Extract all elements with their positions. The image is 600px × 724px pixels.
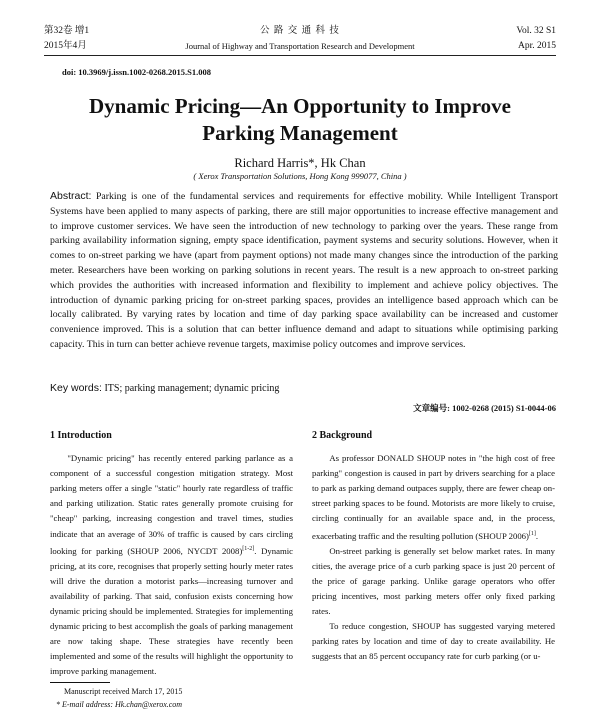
article-number: 文章编号: 1002-0268 (2015) S1-0044-06 <box>413 403 556 413</box>
right-column <box>312 428 555 664</box>
abstract-text: Parking is one of the fundamental services and requirements for effective mobility. While Intelligent Transport Systems have been applied to many aspects of parking, there are still major opportunities to increase effective management and to improve customer services. We have seen the introduction of new technology to parking over the years. These range from parking availability information signing, empty space identification, payment systems and security solutions. However, when it comes to on-street parking we have (apart from payment options) not made many changes since the introduction of the parking meter. Researchers have been working on parking solutions in recent years. The result is a new approach to on-street parking which provides the authorities with increased information and flexibility to implement and achieve policy objectives. The introduction of dynamic parking pricing for on-street parking spaces, provides an intelligence based approach which can be locally calibrated. By varying rates by location and time of day parking space availability can be increased and customer convenience improved. This is a solution that can better influence demand and adapt to situations while optimising parking capacity. This in turn can better achieve revenue targets, maximise policy outcomes and improve services. <box>50 191 558 350</box>
section1-heading: 1 Introduction <box>50 430 112 441</box>
paper-title-line2: Parking Management <box>202 121 398 145</box>
affiliation: ( Xerox Transportation Solutions, Hong Kong 999077, China ) <box>193 171 407 181</box>
journal-title-cn: 公 路 交 通 科 技 <box>260 26 340 36</box>
footnote-rule <box>50 682 110 683</box>
section2-paragraph-3: To reduce congestion, SHOUP has suggested varying metered parking rates by location and time of day to create availability. He suggests that an 85 percent occupancy rate for curb parking (or u- <box>312 621 555 662</box>
volume-en: Vol. 32 S1 <box>516 26 556 36</box>
date-en: Apr. 2015 <box>518 41 556 51</box>
section2-heading: 2 Background <box>312 430 373 441</box>
keywords <box>50 382 558 394</box>
section1-paragraph <box>50 451 293 679</box>
section2-paragraph-1 <box>312 451 555 543</box>
keywords-label: Key words: <box>50 382 102 394</box>
left-column <box>50 428 293 679</box>
journal-title-en: Journal of Highway and Transportation Research and Development <box>185 41 415 51</box>
abstract <box>50 189 558 353</box>
header-rule <box>44 55 556 56</box>
authors: Richard Harris*, Hk Chan <box>234 156 366 170</box>
section1-text-end: . Dynamic pricing, at its core, recognises that properly setting hourly meter rates will drive the duration a motorist parks—increasing turnover and availability of parking. That said, confusion exists concerning how dynamic pricing should be implemented. Strategies for implementing dynamic pricing to best accomplish the goals of parking management are now taking shape. These strategies have recently been implemented and some of the results will highlight the opportunity to improve parking management. <box>50 545 293 677</box>
abstract-label: Abstract: <box>50 190 92 202</box>
citation: [1] <box>528 530 536 537</box>
footnote-received: Manuscript received March 17, 2015 <box>64 687 183 696</box>
section2-paragraph-2: On-street parking is generally set below market rates. In many cities, the average price of a curb parking space is just 20 percent of the price of garage parking. Unlike garage operators who offer pricing incentives, most parking meters offer only fixed parking rates. <box>312 545 555 616</box>
volume-cn: 第32卷 增1 <box>44 26 90 36</box>
paper-title-line1: Dynamic Pricing—An Opportunity to Improve <box>89 94 511 118</box>
footnote-email: * E-mail address: Hk.chan@xerox.com <box>56 700 183 709</box>
section2-text-1-end: . <box>535 530 539 541</box>
section2-text-1: As professor DONALD SHOUP notes in "the high cost of free parking" congestion is caused in part by drivers searching for a place to park as parking demand outpaces supply, there are fewer cheap on-street parking spaces to be found. Motorists are more likely to cruise, circling continually for an available space and, in the process, exacerbating traffic and the resulting pollution (SHOUP 2006) <box>312 453 555 541</box>
citation: [1-2] <box>242 545 255 552</box>
keywords-text: ITS; parking management; dynamic pricing <box>104 383 280 394</box>
doi: doi: 10.3969/j.issn.1002-0268.2015.S1.008 <box>62 67 211 77</box>
section1-text: "Dynamic pricing" has recently entered parking parlance as a component of a successful congestion mitigation strategy. Most parking meters offer a single "static" hourly rate regardless of traffic and parking utilization. Static rates generally promote cruising for "cheap" parking, increasing congestion and travel times, studies indicate that an average of 30% of traffic is caused by cars circling looking for parking (SHOUP 2006, NYCDT 2008) <box>50 453 293 556</box>
date-cn: 2015年4月 <box>44 41 87 51</box>
